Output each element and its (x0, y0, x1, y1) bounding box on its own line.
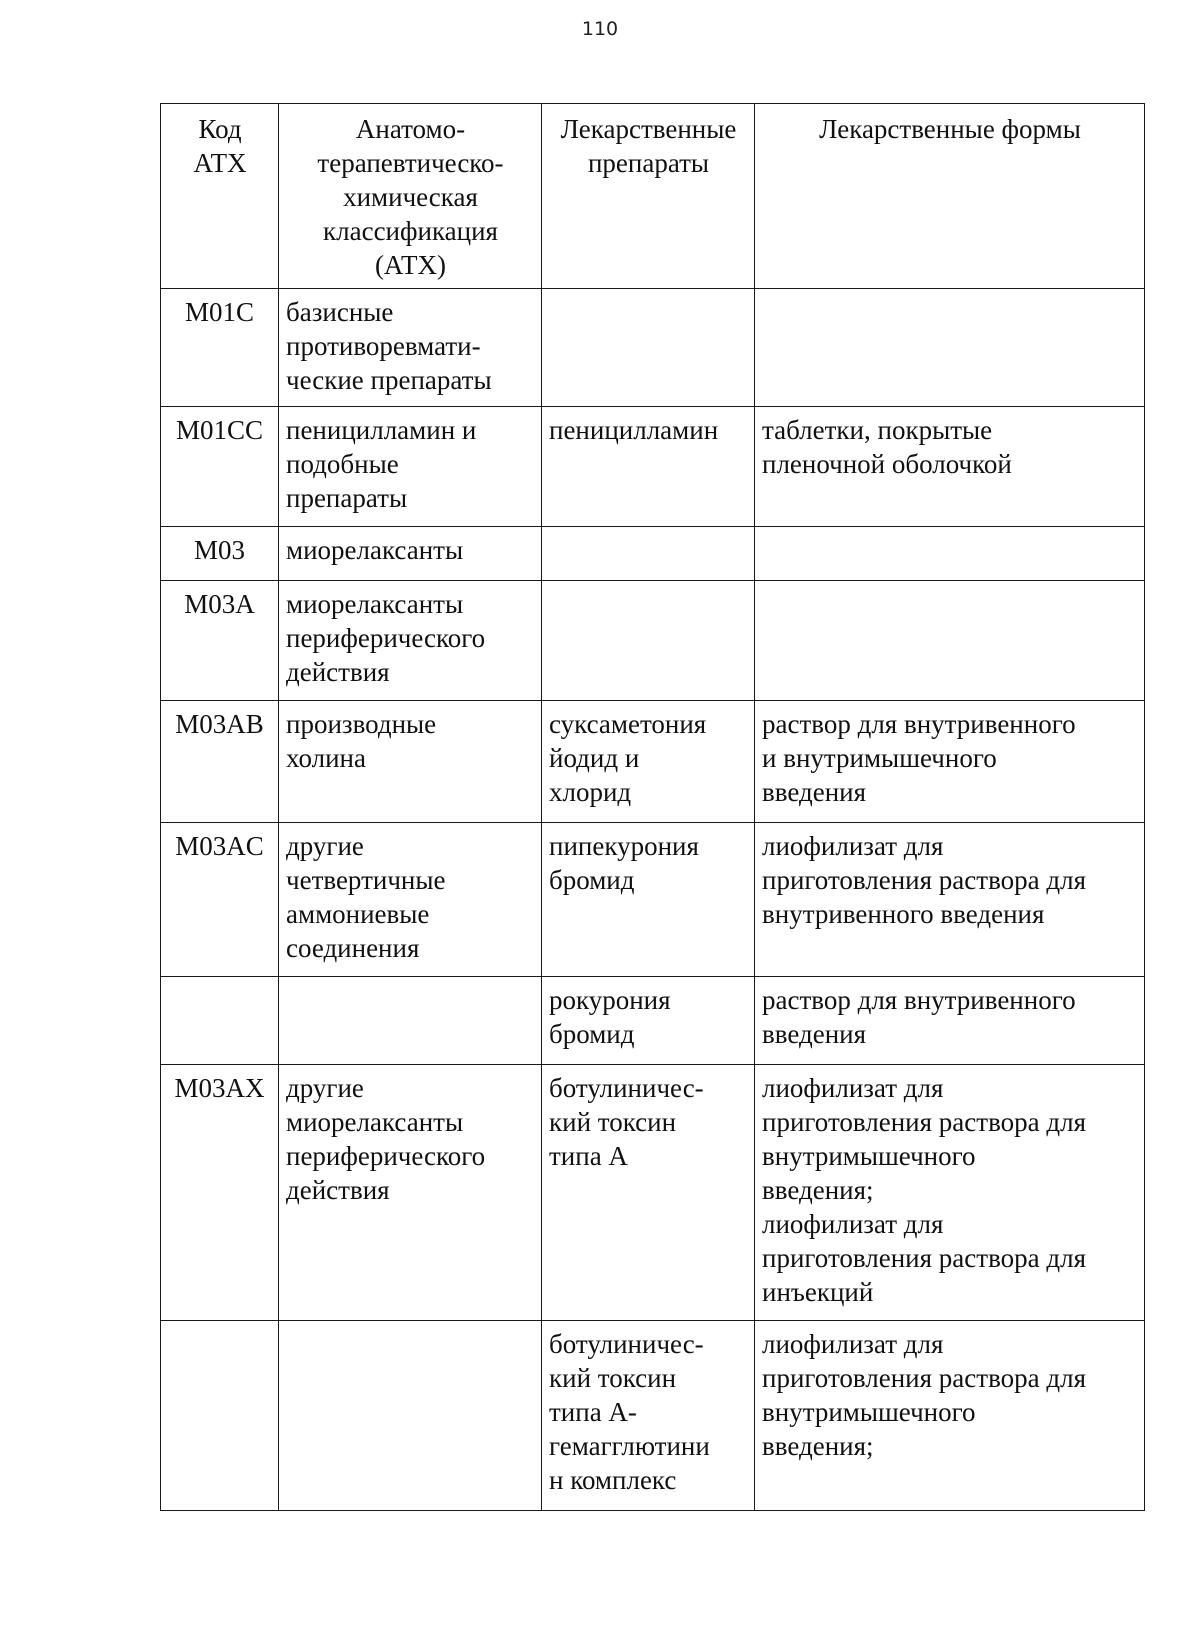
cell-drug (542, 527, 755, 581)
table-row (161, 823, 1145, 977)
cell-code: M01CC (161, 407, 279, 527)
cell-classification (279, 977, 542, 1065)
cell-classification: миорелаксанты (279, 527, 542, 581)
table-row (161, 527, 1145, 581)
table-row (161, 581, 1145, 701)
cell-drug: пипекурония бромид (542, 823, 755, 977)
cell-classification: производные холина (279, 701, 542, 823)
cell-classification: базисные противоревмати- ческие препараты (279, 289, 542, 407)
cell-classification: пеницилламин и подобные препараты (279, 407, 542, 527)
header-code: Код АТХ (161, 104, 279, 289)
cell-form (755, 527, 1145, 581)
cell-drug: ботулиничес- кий токсин типа А- гемагглютини н комплекс (542, 1321, 755, 1511)
table-row (161, 1321, 1145, 1511)
header-form: Лекарственные формы (755, 104, 1145, 289)
cell-code: M03A (161, 581, 279, 701)
table-header-row (161, 104, 1145, 289)
cell-classification (279, 1321, 542, 1511)
cell-classification: другие миорелаксанты периферического действия (279, 1065, 542, 1321)
cell-classification: другие четвертичные аммониевые соединения (279, 823, 542, 977)
cell-code: M03AB (161, 701, 279, 823)
table-row (161, 289, 1145, 407)
cell-code: M03 (161, 527, 279, 581)
table-row (161, 1065, 1145, 1321)
cell-classification: миорелаксанты периферического действия (279, 581, 542, 701)
cell-code (161, 1321, 279, 1511)
cell-drug: суксаметония йодид и хлорид (542, 701, 755, 823)
cell-drug: ботулиничес- кий токсин типа А (542, 1065, 755, 1321)
cell-drug (542, 289, 755, 407)
table-row (161, 407, 1145, 527)
cell-form: лиофилизат для приготовления раствора для внутривенного введения (755, 823, 1145, 977)
page-number: 110 (581, 18, 619, 40)
header-classification: Анатомо- терапевтическо- химическая классификация (АТХ) (279, 104, 542, 289)
cell-form: таблетки, покрытые пленочной оболочкой (755, 407, 1145, 527)
cell-code: M01C (161, 289, 279, 407)
cell-drug: пеницилламин (542, 407, 755, 527)
cell-code: M03AC (161, 823, 279, 977)
cell-drug: рокурония бромид (542, 977, 755, 1065)
cell-form (755, 581, 1145, 701)
cell-form: раствор для внутривенного и внутримышечного введения (755, 701, 1145, 823)
cell-form (755, 289, 1145, 407)
cell-code (161, 977, 279, 1065)
atx-table (160, 103, 1145, 1511)
table-row (161, 977, 1145, 1065)
cell-code: M03AX (161, 1065, 279, 1321)
header-drug: Лекарственные препараты (542, 104, 755, 289)
cell-drug (542, 581, 755, 701)
table-row (161, 701, 1145, 823)
cell-form: раствор для внутривенного введения (755, 977, 1145, 1065)
cell-form: лиофилизат для приготовления раствора для внутримышечного введения; (755, 1321, 1145, 1511)
cell-form: лиофилизат для приготовления раствора для внутримышечного введения; лиофилизат для приготовления раствора для инъекций (755, 1065, 1145, 1321)
